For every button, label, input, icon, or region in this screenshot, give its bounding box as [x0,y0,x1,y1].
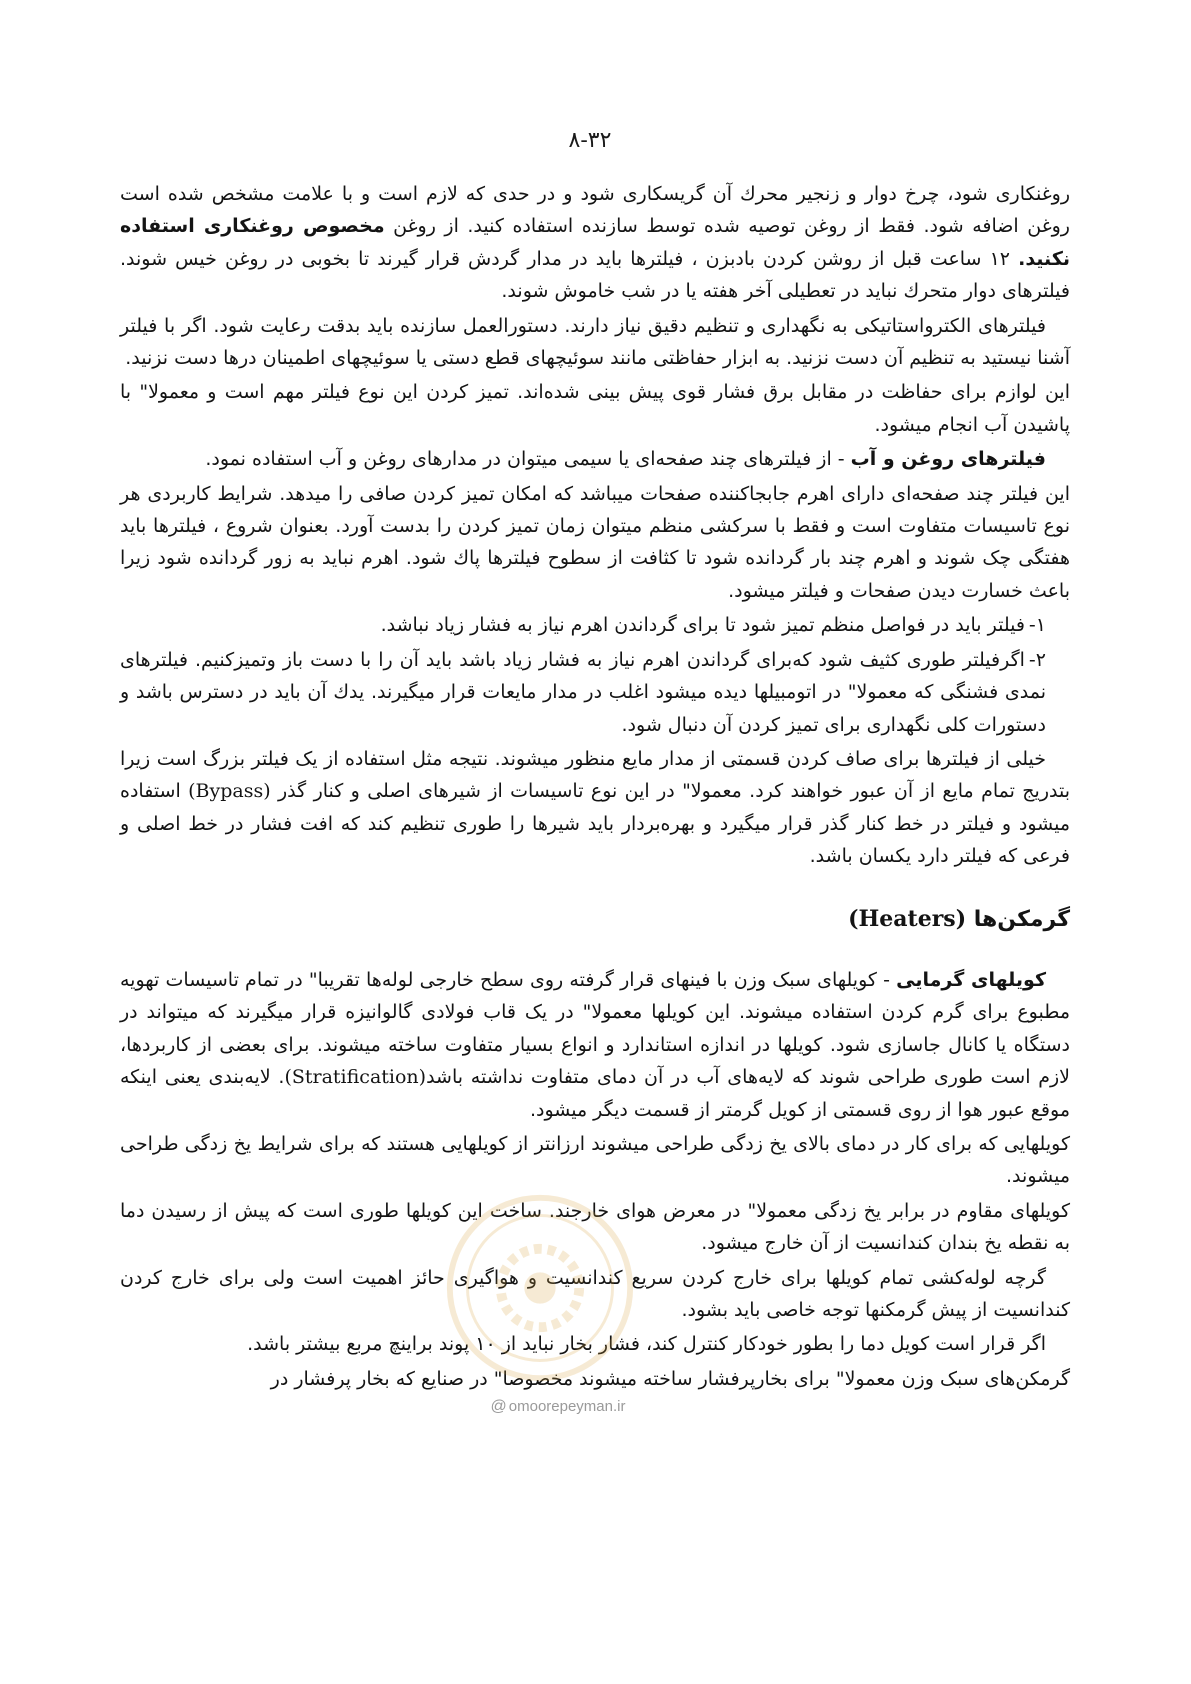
bold-text: مخصوص روغنکاری استفاده نکنید. [120,215,1070,270]
paragraph [120,443,1070,475]
subheading-heating-coils: کویلهای گرمایی [896,968,1046,991]
list-item [120,644,1070,741]
paragraph: فیلترهای الکترواستاتیکی به نگهداری و تنظیم دقیق نیاز دارند. دستورالعمل سازنده باید بدقت رعایت شود. اگر با فیلتر آشنا نیستید به تنظیم آن دست نزنید. به ابزار حفاظتی مانند سوئیچهای قطع دستی یا سوئیچهای اطمینان درها دست نزنید. [120,314,1070,370]
paragraph: این فیلتر چند صفحه‌ای دارای اهرم جابجاکننده صفحات میباشد که امکان تمیز کردن صافی را میدهد. شرایط کاربردی هر نوع تاسیسات متفاوت است و فقط با سرکشی منظم میتوان زمان تمیز کردن را بدست آورد. بعنوان شروع ، فیلترها باید هفتگی چک شوند و اهرم چند بار گردانده شود تا کثافت از سطوح فیلترها پاك شود. اهرم نباید به زور گردانده شود زیرا باعث خسارت دیدن صفحات و فیلتر میشود. [120,482,1070,602]
heading-persian: گرمکن‌ها [973,906,1070,932]
watermark [448,1398,668,1416]
paragraph-text: خیلی از فیلترها برای صاف کردن قسمتی از مدار مایع منظور میشوند. نتیجه مثل استفاده از یک فیلتر بزرگ است زیرا بتدریج تمام مایع از آن عبور خواهند کرد. معمولا" در این نوع تاسیسات از شیرهای اصلی و کنار گذر [120,747,1070,803]
heading-english: (Heaters) [848,905,967,932]
paragraph: اگر قرار است کویل دما را بطور خودکار کنترل کند، فشار بخار نباید از ۱۰ پوند براینچ مربع بیشتر باشد. [247,1333,1046,1356]
paragraph [120,743,1070,873]
subheading-oil-water-filters: فیلترهای روغن و آب [850,448,1046,471]
paragraph-text: ۱۲ ساعت قبل از روشن کردن بادبزن ، فیلترها باید در مدار گردش قرار گیرند تا بخوبی در روغن خیس شوند. فیلترهای دوار متحرك نباید در تعطیلی آخر هفته یا در شب خاموش شوند. [120,247,1070,303]
section-heading [120,903,1070,936]
list-number: ۱- [1028,614,1046,637]
latin-term: (Stratification) [284,1066,427,1089]
latin-term: (Bypass) [188,780,271,803]
paragraph-text: روغنکاری شود، چرخ دوار و زنجیر محرك آن گریسکاری شود و در حدی که لازم است و با علامت مشخص شده است روغن اضافه شود. فقط از روغن توصیه شده توسط سازنده استفاده کنید. از روغن [120,183,1070,238]
document-body [120,178,1070,1397]
paragraph [120,178,1070,308]
at-sign-icon: @ [490,1398,507,1415]
page-number: ۸-۳۲ [568,128,612,153]
paragraph [120,964,1070,1126]
list-text: اگرفیلتر طوری کثیف شود که‌برای گرداندن اهرم نیاز به فشار زیاد باشد باید آن را با دست باز وتمیزکنیم. فیلترهای نمدی فشنگی که معمولا" در اتومبیلها دیده میشود اغلب در مدار مایعات قرار میگیرند. یدك آن باید در دسترس باشد و دستورات کلی نگهداری برای تمیز کردن آن دنبال شود. [120,648,1046,736]
paragraph: کویلهایی که برای کار در دمای بالای یخ زدگی طراحی میشوند ارزانتر از کویلهایی هستند که برای شرایط یخ زدگی طراحی میشوند. [120,1132,1070,1188]
paragraph: این لوازم برای حفاظت در مقابل برق فشار قوی پیش بینی شده‌اند. تمیز کردن این نوع فیلتر مهم است و معمولا" با پاشیدن آب انجام میشود. [120,381,1070,436]
list-text: فیلتر باید در فواصل منظم تمیز شود تا برای گرداندن اهرم نیاز به فشار زیاد نباشد. [380,614,1025,637]
paragraph: گرمکن‌های سبک وزن معمولا" برای بخارپرفشار ساخته میشوند مخصوصا" در صنایع که بخار پرفشار در [270,1367,1070,1390]
list-item [120,609,1070,641]
paragraph: گرچه لوله‌کشی تمام کویلها برای خارج کردن سریع کندانسیت و هواگیری حائز اهمیت است ولی برای خارج کردن کندانسیت از پیش گرمکنها توجه خاصی باید بشود. [120,1266,1070,1321]
paragraph: کویلهای مقاوم در برابر یخ زدگی معمولا" در معرض هوای خارجند. ساخت این کویلها طوری است که پیش از رسیدن دما به نقطه یخ بندان کندانسیت از آن خارج میشود. [120,1199,1070,1255]
paragraph-text: استفاده میشود و فیلتر در خط کنار گذر قرار میگیرد و بهره‌بردار باید شیرها را طوری تنظیم کند که افت فشار در خط اصلی و فرعی که فیلتر دارد یکسان باشد. [120,780,1070,868]
watermark-text: omoorepeyman.ir [508,1398,626,1415]
paragraph-text: - از فیلترهای چند صفحه‌ای یا سیمی میتوان در مدارهای روغن و آب استفاده نمود. [205,448,851,471]
paragraph-text: . لایه‌بندی یعنی اینکه موقع عبور هوا از روی قسمتی از کویل گرمتر از قسمت دیگر میشود. [120,1066,1070,1121]
paragraph-text: - کویلهای سبک وزن با فینهای قرار گرفته روی سطح خارجی لوله‌ها تقریبا" در تمام تاسیسات تهویه مطبوع برای گرم کردن استفاده میشوند. این کویلها معمولا" در یک قاب فولادی گالوانیزه قرار میگیرند که میتواند در دستگاه یا کانال جاسازی شود. کویلها در اندازه استاندارد و انواع بسیار متفاوت ساخته میشوند. برای بعضی از کاربردها، لازم است طوری طراحی شوند که لایه‌های آب در آن دمای متفاوت نداشته باشد [120,968,1070,1089]
list-number: ۲- [1028,648,1046,671]
